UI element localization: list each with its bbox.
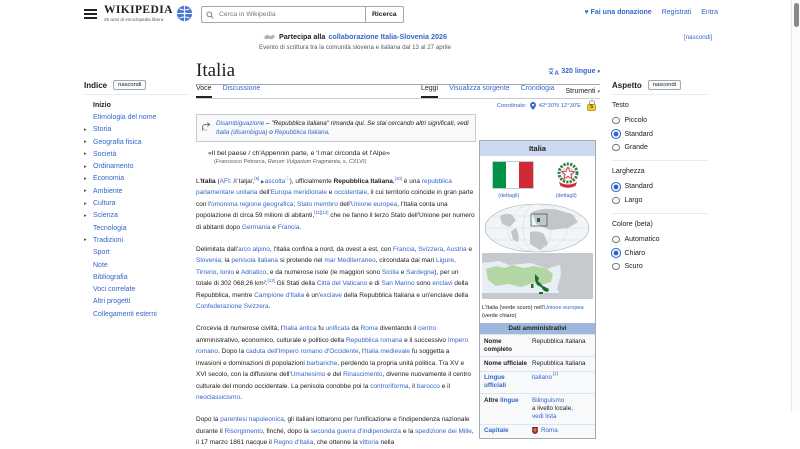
radio-option[interactable]: Standard [612, 180, 708, 193]
tab-cronologia[interactable]: Cronologia [520, 85, 555, 92]
page-title-row [196, 60, 600, 85]
search-button[interactable]: Ricerca [366, 6, 404, 23]
toc-item[interactable]: ▸ Scienza [84, 212, 118, 220]
toc-item[interactable]: Collegamenti esterni [93, 310, 157, 318]
radio-icon[interactable] [612, 197, 620, 205]
tab-discussione[interactable]: Discussione [222, 85, 261, 92]
toc-item[interactable]: Sport [93, 249, 110, 257]
country-infobox [479, 140, 596, 439]
wikipedia-logo[interactable] [104, 4, 193, 22]
search-input[interactable] [217, 10, 361, 19]
scrollbar[interactable] [791, 0, 800, 412]
roma-coat-of-arms-icon [532, 427, 538, 434]
color-section-label: Colore (beta) [612, 220, 653, 228]
wikipedia-wordmark: WIKIPEDIA [104, 4, 173, 16]
protection-lock-icon[interactable]: S [587, 100, 596, 111]
chevron-right-icon[interactable]: ▸ [84, 175, 87, 182]
chevron-down-icon: ▾ [597, 88, 600, 95]
radio-icon[interactable] [612, 144, 620, 152]
chevron-down-icon: ▾ [597, 68, 600, 75]
page-title: Italia [196, 60, 236, 81]
toc-item[interactable]: ▸ Economia [84, 175, 125, 183]
chevron-right-icon[interactable]: ▸ [84, 188, 87, 195]
page-tabs [196, 85, 600, 99]
chevron-right-icon[interactable]: ▸ [84, 126, 87, 133]
hatnote-text: Disambiguazione – "Repubblica italiana" rimanda qui. Se stai cercando altri significati, vedi Italia (disambigua) o Repubblica Italiana. [216, 120, 469, 136]
infobox-section-header: Dati amministrativi [480, 323, 595, 334]
world-locator-map[interactable] [482, 202, 593, 254]
register-link[interactable]: Registrati [661, 9, 692, 16]
toc-item[interactable]: Bibliografia [93, 273, 128, 281]
infobox-row-nome-ufficiale: Nome ufficiale Repubblica Italiana [480, 356, 595, 370]
radio-option[interactable]: Automatico [612, 233, 708, 246]
quote-attribution: (Francesco Petrarca, Rerum Vulgarium Fragmenta, s. CXLVI) [214, 159, 367, 165]
tab-leggi[interactable]: Leggi [421, 85, 438, 98]
login-link[interactable]: Entra [701, 9, 718, 16]
radio-icon[interactable] [612, 236, 620, 244]
coordinates-label[interactable]: Coordinate: [496, 102, 527, 109]
toc-item[interactable]: Altri progetti [93, 298, 131, 306]
toc-item[interactable]: Inizio [93, 101, 111, 109]
emblem-detail-link[interactable]: (dettagli) [555, 193, 577, 199]
disambiguation-icon [201, 121, 212, 132]
radio-option[interactable]: Scuro [612, 260, 708, 273]
donate-link[interactable]: ♥ Fai una donazione [584, 9, 652, 16]
chevron-right-icon[interactable]: ▸ [84, 200, 87, 207]
chevron-right-icon[interactable]: ▸ [84, 237, 87, 244]
tab-visualizza-sorgente[interactable]: Visualizza sorgente [449, 85, 510, 92]
chevron-right-icon[interactable]: ▸ [84, 151, 87, 158]
infobox-row-lingue-ufficiali: Lingue ufficiali italiano [1] [480, 371, 595, 393]
toc-item[interactable]: ▸ Geografia fisica [84, 138, 142, 146]
banner-hide-link[interactable]: [nascondi] [684, 34, 713, 41]
article-content [196, 114, 476, 449]
appearance-hide-button[interactable]: nascondi [648, 80, 681, 90]
toc-item[interactable]: Etimologia del nome [93, 113, 157, 121]
italy-flag-image[interactable] [492, 161, 534, 189]
color-options [612, 233, 708, 273]
europe-locator-map[interactable] [482, 253, 593, 299]
hamburger-menu-icon[interactable] [84, 9, 97, 20]
radio-option[interactable]: Chiaro [612, 246, 708, 259]
puzzle-globe-icon [176, 5, 193, 22]
coordinates-value[interactable]: 42°30′N 12°30′E [538, 102, 581, 109]
toc-hide-button[interactable]: nascondi [113, 80, 146, 90]
text-size-section-label: Testo [612, 102, 629, 109]
search-box[interactable] [201, 6, 366, 23]
toc-item[interactable]: ▸ Ambiente [84, 187, 123, 195]
heart-icon: ♥ [584, 9, 589, 16]
chevron-right-icon[interactable]: ▸ [84, 212, 87, 219]
radio-option[interactable]: Grande [612, 141, 708, 154]
chevron-right-icon[interactable]: ▸ [84, 139, 87, 146]
scrollbar-thumb[interactable] [794, 3, 799, 27]
infobox-title: Italia [480, 141, 595, 156]
radio-option[interactable]: Standard [612, 127, 708, 140]
width-options [612, 180, 708, 207]
handshake-icon [263, 33, 276, 41]
coordinates-row [196, 100, 596, 111]
italy-emblem-image[interactable] [553, 160, 583, 190]
location-pin-icon [530, 102, 536, 110]
paragraph-4: Dopo la parentesi napoleonica, gli italiani lottarono per l'unificazione e l'indipendenza nazionale durante il Risorgimento, finché, dopo la seconda guerra d'indipendenza e la spedizione dei Mille, il 17 marzo 1861 nacque il Regno d'Italia, che ottenne la vittoria nella [196, 416, 474, 447]
toc-list [84, 99, 190, 320]
languages-button[interactable]: A 320 lingue ▾ [548, 67, 600, 76]
header-links [584, 9, 718, 16]
flag-detail-link[interactable]: (dettagli) [498, 193, 520, 199]
wikipedia-tagline: 25 anni di enciclopedia libera [104, 17, 164, 22]
radio-icon[interactable] [612, 117, 620, 125]
banner-subtitle: Evento di scrittura tra la comunità slovena e italiana dal 13 al 27 aprile [259, 44, 451, 51]
toc-title: Indice [84, 80, 108, 90]
infobox-row-capitale: Capitale Roma [480, 424, 595, 438]
paragraph-3: Crocevia di numerose civiltà, l'Italia antica fu unificata da Roma diventando il centro amministrativo, economico, culturale e politico della Repubblica romana e il successivo Impero romano. Dopo la caduta dell'Impero romano d'Occidente, l'Italia medievale fu soggetta a invasioni e dominazioni di popolazioni barbariche, perdendo la propria unità politica. Tra XV e XVI secolo, con la diffusione dell'Umanesimo e del Rinascimento, divenne nuovamente il centro culturale del mondo occidentale. La penisola conobbe poi la controriforma, il barocco e il neoclassicismo. [196, 325, 472, 401]
radio-option[interactable]: Largo [612, 194, 708, 207]
event-banner [60, 32, 650, 51]
appearance-panel [612, 80, 708, 273]
disambiguation-hatnote [196, 114, 476, 142]
toc-item[interactable]: ▸ Tradizioni [84, 236, 124, 244]
table-of-contents [84, 80, 190, 320]
quote: «Il bel paese / ch'Appennin parte, e 'l mar circonda et l'Alpe» [208, 150, 390, 157]
banner-event-link[interactable]: collaborazione Italia-Slovenia 2026 [328, 32, 447, 41]
search-icon [206, 11, 214, 19]
tab-voce[interactable]: Voce [196, 85, 212, 98]
toc-item[interactable]: Note [93, 261, 108, 269]
chevron-right-icon[interactable]: ▸ [84, 163, 87, 170]
toc-item[interactable]: Tecnologia [93, 224, 127, 232]
toc-item[interactable]: ▸ Ordinamento [84, 163, 134, 171]
radio-option[interactable]: Piccolo [612, 114, 708, 127]
toc-item[interactable]: Voci correlate [93, 286, 136, 294]
svg-text:A: A [554, 69, 560, 76]
top-header [0, 0, 800, 30]
appearance-title: Aspetto [612, 80, 642, 90]
width-section-label: Larghezza [612, 168, 645, 176]
banner-text: Partecipa alla [279, 32, 326, 41]
tools-menu[interactable]: Strumenti ▾ [565, 88, 600, 95]
infobox-row-nome-completo: Nome completo Repubblica Italiana [480, 334, 595, 356]
radio-icon[interactable] [612, 183, 620, 191]
language-icon [548, 67, 559, 76]
radio-icon[interactable] [612, 130, 620, 138]
paragraph-1: L'Italia (AFI: /iˈtalja/,[9] ▶ascoltaⓘ), ufficialmente Repubblica Italiana,[10] è una repubblica parlamentare unitaria dell'Europa meridionale e occidentale, il cui territorio coincide in gran parte con l'omonima regione geografica; Stato membro dell'Unione europea, l'Italia conta una popolazione di circa 59 milioni di abitanti,[11][12] che ne fanno il terzo Stato dell'Unione per numero di abitanti dopo Germania e Francia. [196, 175, 475, 231]
toc-item[interactable]: ▸ Cultura [84, 200, 116, 208]
text-size-options [612, 114, 708, 154]
radio-icon[interactable] [612, 263, 620, 271]
map-caption: L'Italia (verde scuro) nell'Unione europea (verde chiaro) [480, 301, 595, 323]
infobox-row-altre-lingue: Altre lingue Bilinguismo a livello locale, vedi lista [480, 393, 595, 424]
radio-icon[interactable] [612, 249, 620, 257]
toc-item[interactable]: ▸ Storia [84, 126, 112, 134]
toc-item[interactable]: ▸ Società [84, 150, 117, 158]
paragraph-2: Delimitata dall'arco alpino, l'Italia confina a nord, da ovest a est, con Francia, Svizzera, Austria e Slovenia; la penisola italiana si protende nel mar Mediterraneo, circondata dai mari Ligure, Tirreno, Ionio e Adriatico, e da numerose isole (le maggiori sono Sicilia e Sardegna), per un totale di 302 068,26 km².[13] Gli Stati della Città del Vaticano e di San Marino sono enclavi della Repubblica, mentre Campione d'Italia è un'exclave della Repubblica Italiana e un'enclave della Confederazione Svizzera. [196, 246, 473, 311]
